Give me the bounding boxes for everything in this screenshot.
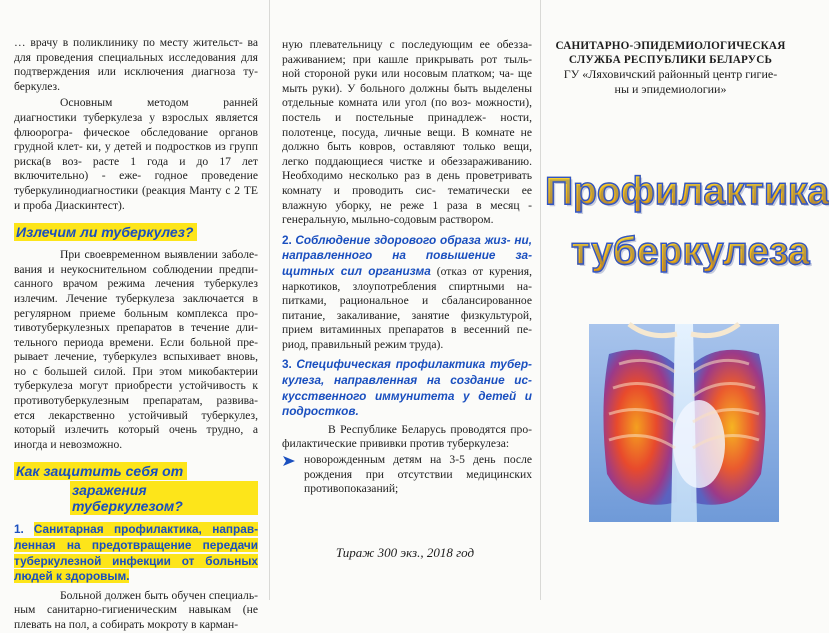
item-3-heading: Специфическая профилактика тубер- кулеза, направленная на создание ис- кусственного иммунитета у детей и подростков. — [282, 357, 532, 419]
heading-protect-line2: заражения туберкулезом? — [70, 481, 258, 515]
middle-panel — [270, 0, 540, 600]
heading-protect-line1: Как защитить себя от — [14, 462, 187, 480]
org-line-2: СЛУЖБА РЕСПУБЛИКИ БЕЛАРУСЬ — [568, 53, 773, 66]
blue-arrow-icon — [282, 453, 304, 497]
left-paragraph-1: … врачу в поликлинику по месту жительст- ва для проведения специальных исследования для подтверждения или исключения диагноза ту- беркулез. — [14, 36, 258, 93]
title-line-1: Профилактика — [545, 170, 829, 213]
item-1 — [14, 522, 258, 584]
org-line-4: ны и эпидемиологии» — [614, 81, 727, 96]
item-2 — [282, 233, 532, 353]
chest-xray-image — [589, 324, 779, 522]
bullet-text: новорожденным детям на 3-5 день после рождения при отсутствии медицинских противопоказаний; — [304, 453, 532, 496]
footer-print-run: Тираж 300 экз., 2018 год — [335, 545, 475, 560]
item-1-number: 1. — [14, 522, 24, 537]
item-2-number: 2. — [282, 232, 292, 247]
middle-paragraph-5: В Республике Беларусь проводятся про- филактические прививки против туберкулеза: — [282, 422, 532, 451]
item-2-heading: Соблюдение здорового образа жиз- ни, направленного на повышение за- щитных сил организма — [282, 232, 532, 278]
title-line-2: туберкулеза — [571, 230, 810, 273]
middle-paragraph-1: ную плевательницу с последующим ее обезза- раживанием; при кашле прикрывать рот тыль- ной стороной руки или носовым платком; ча- ще мыть руки). У больного должны быть выделены отдельные комната или угол (по воз- можности), постель и постельные принадлеж- ности, полотенце, посуда, личные вещи. В комнате не должно быть ковров, оставляют только вещи, легко поддающиеся чистке и обеззараживанию. Необходимо несколько раз в день проветривать комнату и проводить сис- тематически ее влажную уборку, не реже 1 раза в месяц - генеральную, мыльно-содовым раствором. — [282, 38, 532, 227]
org-line-1: САНИТАРНО-ЭПИДЕМИОЛОГИЧЕСКАЯ — [555, 40, 786, 52]
item-1-text-a: Санитарная профилактика, направ- ленная на предотвращение передачи — [14, 522, 258, 553]
left-paragraph-2: Основным методом ранней диагностики туберкулеза у взрослых является флюорогра- фическое обследование органов грудной клет- ки, у детей и подростков из групп риска(в воз- расте 1 года и до 17 лет включительно) - еже- годное проведение туберкулинодиагностики (реакция Манту с 2 ТЕ и проба Диаскинтест). — [14, 96, 258, 212]
left-paragraph-3: При своевременном выявлении заболе- вания и неукоснительном соблюдении предпи- санного врачом режима лечения туберкулез излечим. Лечение туберкулеза заключается в регулярном приеме больным комплекса про- тивотуберкулезных препаратов в течение дли- тельного периода времени. Если больной пре- рывает лечение, туберкулез вспыхивает вновь, но с большей силой. При этом микобактерии туберкулеза могут приобрести устойчивость к противотуберкулезным препаратам, развива- ется лекарственно устойчивый туберкулез, который излечить который очень трудно, а иногда и невозможно. — [14, 248, 258, 451]
item-3 — [282, 357, 532, 419]
heading-curable: Излечим ли туберкулез? — [14, 223, 197, 241]
item-1-text-b: туберкулезной инфекции от больных людей к здоровым. — [14, 553, 258, 584]
item-3-number: 3. — [282, 357, 292, 372]
heading-protect — [14, 462, 258, 516]
bullet-newborns — [282, 453, 532, 497]
item-2-text: (отказ от курения, наркотиков, злоупотребления спиртными на- питками, рациональное и сбалансированное питание, закаливание, занятие физкультурой, прием витаминных препаратов в весенний пе- риод, правильный режим труда). — [282, 264, 532, 351]
org-line-3: ГУ «Ляховичский районный центр гигие- — [563, 67, 778, 82]
organization-block — [541, 40, 800, 96]
left-panel — [0, 0, 268, 631]
left-paragraph-4: Больной должен быть обучен специаль- ным санитарно-гигиеническим навыкам (не плевать на пол, а собирать мокроту в карман- — [14, 588, 258, 631]
